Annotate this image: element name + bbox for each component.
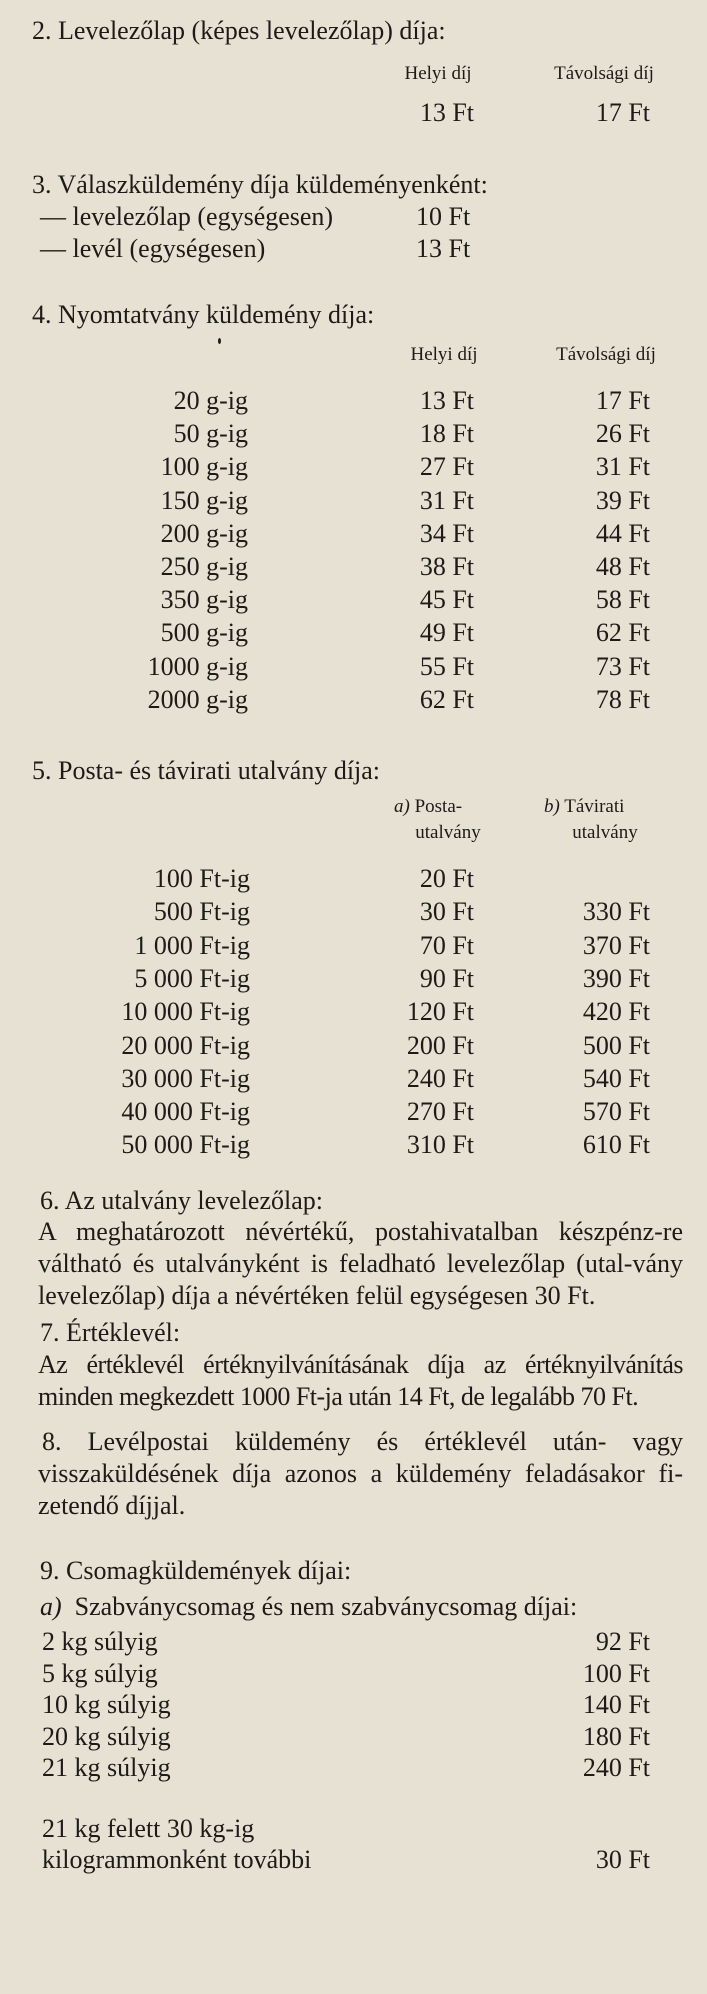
s5-amount-cell: 40 000 Ft-ig (121, 1097, 250, 1127)
s4-helyi-cell: 13 Ft (419, 386, 474, 415)
s2-helyi-value: 13 Ft (419, 98, 474, 127)
s4-helyi-cell: 18 Ft (419, 419, 474, 449)
s5-col-b-line1: Távirati (564, 796, 625, 817)
section-9-heading: 9. Csomagküldemények díjai: (40, 1556, 352, 1585)
s4-helyi-cell: 62 Ft (419, 684, 474, 714)
s4-tavolsagi-cell: 48 Ft (595, 552, 650, 581)
s5-amount-cell: 50 000 Ft-ig (121, 1130, 250, 1160)
s4-weight-cell: 50 g-ig (173, 419, 248, 449)
s4-tavolsagi-cell: 73 Ft (595, 651, 650, 681)
s4-weight-cell: 350 g-ig (160, 585, 248, 615)
s5-tavirati-cell: 570 Ft (582, 1097, 650, 1127)
s5-amount-cell: 1 000 Ft-ig (134, 930, 250, 960)
s4-weight-cell: 100 g-ig (160, 452, 248, 482)
s5-col-b-header (544, 797, 624, 816)
s5-tavirati-cell: 330 Ft (582, 897, 650, 927)
section-7-heading: 7. Értéklevél: (40, 1318, 181, 1347)
s9-price-cell: 240 Ft (582, 1753, 650, 1783)
s2-col-tavolsagi: Távolsági díj (554, 63, 654, 84)
s5-amount-cell: 30 000 Ft-ig (121, 1063, 250, 1093)
s4-tavolsagi-cell: 44 Ft (595, 518, 650, 548)
s4-weight-cell: 500 g-ig (160, 618, 248, 648)
s5-tavirati-cell: 500 Ft (582, 1030, 650, 1060)
s3-row-label: — levelezőlap (egységesen) (40, 202, 334, 231)
s5-col-a-line1: Posta- (414, 796, 463, 817)
s4-helyi-cell: 34 Ft (419, 518, 474, 548)
s4-tavolsagi-cell: 31 Ft (595, 452, 650, 482)
s9-weight-cell: 20 kg súlyig (42, 1721, 171, 1751)
s5-posta-cell: 70 Ft (419, 930, 474, 960)
s4-helyi-cell: 31 Ft (419, 485, 474, 515)
s3-row-label: — levél (egységesen) (40, 234, 266, 263)
section-4-heading: 4. Nyomtatvány küldemény díja: (32, 300, 375, 329)
section-6-text: A meghatározott névértékű, postahivatalban készpénz-re váltható és utalványként is feladható levelezőlap (utal-vány levelezőlap) díja a névértéken felül egységesen 30 Ft. (38, 1217, 683, 1310)
s4-weight-cell: 250 g-ig (160, 552, 248, 581)
s4-helyi-cell: 49 Ft (419, 618, 474, 648)
s4-tavolsagi-cell: 26 Ft (595, 419, 650, 449)
s5-posta-cell: 90 Ft (419, 963, 474, 993)
s5-amount-cell: 10 000 Ft-ig (121, 997, 250, 1027)
s4-weight-cell: 150 g-ig (160, 485, 248, 515)
s5-posta-cell: 30 Ft (419, 897, 474, 927)
s4-tavolsagi-cell: 78 Ft (595, 684, 650, 714)
s4-helyi-cell: 55 Ft (419, 651, 474, 681)
s9-price-cell: 100 Ft (582, 1658, 650, 1688)
s5-posta-cell: 20 Ft (419, 864, 474, 893)
s5-tavirati-cell: 390 Ft (582, 963, 650, 993)
s5-col-b-line2: utalvány (572, 822, 638, 843)
s5-amount-cell: 5 000 Ft-ig (134, 963, 250, 993)
s4-tavolsagi-cell: 62 Ft (595, 618, 650, 648)
s5-tavirati-cell: 540 Ft (582, 1063, 650, 1093)
s5-posta-cell: 240 Ft (406, 1063, 474, 1093)
s5-amount-cell: 500 Ft-ig (153, 897, 250, 927)
s9-weight-cell: 5 kg súlyig (42, 1658, 158, 1688)
s4-helyi-cell: 27 Ft (419, 452, 474, 482)
s5-col-a-header (394, 797, 462, 816)
section-3-heading: 3. Válaszküldemény díja küldeményenként: (32, 170, 488, 199)
s5-col-a-letter: a) (394, 796, 410, 817)
s2-tavolsagi-value: 17 Ft (595, 98, 650, 127)
s4-weight-cell: 2000 g-ig (147, 684, 248, 714)
s5-col-b-letter: b) (544, 796, 560, 817)
s4-weight-cell: 20 g-ig (173, 386, 248, 415)
s3-row-value: 13 Ft (416, 234, 471, 263)
s5-tavirati-cell: 610 Ft (582, 1130, 650, 1160)
s5-tavirati-cell: 420 Ft (582, 997, 650, 1027)
s5-tavirati-cell: 370 Ft (582, 930, 650, 960)
s9-weight-cell: 21 kg súlyig (42, 1753, 171, 1783)
print-speck (218, 338, 221, 344)
s5-amount-cell: 20 000 Ft-ig (121, 1030, 250, 1060)
s4-col-helyi: Helyi díj (410, 344, 478, 365)
s9-sub-heading: Szabványcsomag és nem szabványcsomag díjai: (74, 1592, 578, 1621)
s9-last-line1: 21 kg felett 30 kg-ig (42, 1814, 255, 1843)
s5-posta-cell: 200 Ft (406, 1030, 474, 1060)
s9-weight-cell: 10 kg súlyig (42, 1690, 171, 1720)
section-2-heading: 2. Levelezőlap (képes levelezőlap) díja: (32, 16, 446, 45)
s4-helyi-cell: 45 Ft (419, 585, 474, 615)
s5-col-a-line2: utalvány (415, 822, 481, 843)
section-7-text: Az értéklevél értéknyilvánításának díja az értéknyilvánítás minden megkezdett 1000 Ft-ja után 14 Ft, de legalább 70 Ft. (38, 1350, 683, 1411)
s9-last-value: 30 Ft (595, 1845, 650, 1874)
s4-weight-cell: 200 g-ig (160, 518, 248, 548)
s9-subheading (40, 1594, 577, 1620)
s4-tavolsagi-cell: 17 Ft (595, 386, 650, 415)
s9-price-cell: 140 Ft (582, 1690, 650, 1720)
s9-sub-letter: a) (40, 1592, 62, 1621)
section-5-heading: 5. Posta- és távirati utalvány díja: (32, 756, 381, 785)
section-6-heading: 6. Az utalvány levelezőlap: (40, 1186, 324, 1215)
s2-col-helyi: Helyi díj (404, 63, 472, 84)
s4-helyi-cell: 38 Ft (419, 552, 474, 581)
s3-row-value: 10 Ft (416, 202, 471, 231)
s9-last-line2: kilogrammonként további (42, 1845, 312, 1874)
s9-price-cell: 92 Ft (595, 1627, 650, 1656)
s4-tavolsagi-cell: 58 Ft (595, 585, 650, 615)
section-8-text: 8. Levélpostai küldemény és értéklevél után- vagy visszaküldésének díja azonos a küldemény feladásakor fi-zetendő díjjal. (38, 1427, 683, 1520)
s4-weight-cell: 1000 g-ig (147, 651, 248, 681)
s5-amount-cell: 100 Ft-ig (153, 864, 250, 893)
s5-posta-cell: 120 Ft (406, 997, 474, 1027)
s4-tavolsagi-cell: 39 Ft (595, 485, 650, 515)
s9-price-cell: 180 Ft (582, 1721, 650, 1751)
s5-posta-cell: 310 Ft (406, 1130, 474, 1160)
s4-col-tavolsagi: Távolsági díj (556, 344, 656, 365)
s9-weight-cell: 2 kg súlyig (42, 1627, 158, 1656)
s5-posta-cell: 270 Ft (406, 1097, 474, 1127)
